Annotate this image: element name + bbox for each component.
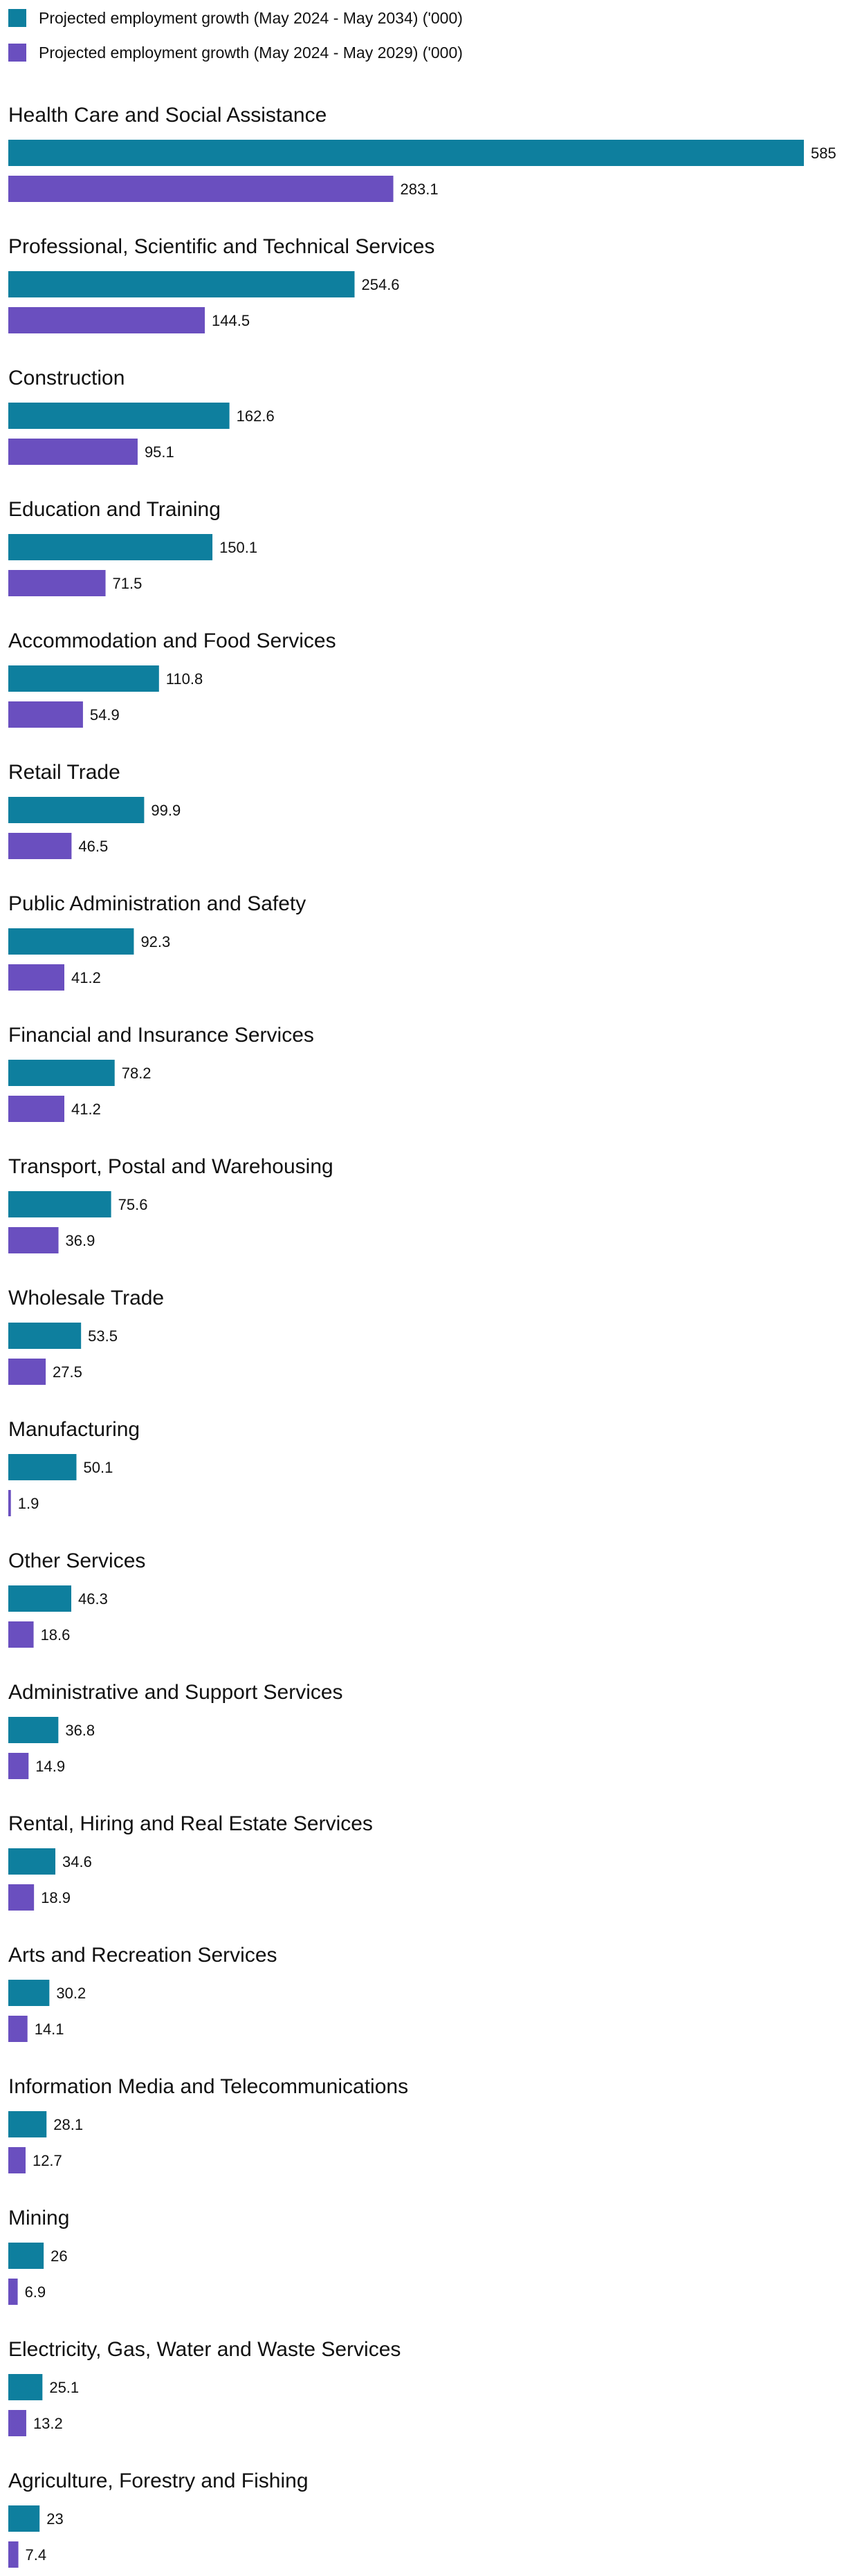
- bar-2034: [8, 1717, 58, 1743]
- category-label: Administrative and Support Services: [8, 1681, 343, 1704]
- category-label: Education and Training: [8, 498, 221, 521]
- value-label-2034: 78.2: [121, 1065, 152, 1082]
- bar-2034: [8, 665, 159, 692]
- value-label-2034: 150.1: [219, 539, 258, 556]
- value-label-2034: 585: [811, 145, 836, 162]
- value-label-2034: 50.1: [83, 1459, 113, 1476]
- category-label: Mining: [8, 2207, 70, 2229]
- value-label-2029: 41.2: [71, 969, 101, 986]
- value-label-2029: 1.9: [17, 1495, 39, 1512]
- bar-2034: [8, 403, 230, 429]
- value-label-2029: 12.7: [32, 2152, 62, 2169]
- value-label-2029: 7.4: [25, 2546, 47, 2564]
- bar-2034: [8, 1060, 115, 1086]
- value-label-2034: 110.8: [165, 670, 203, 688]
- value-label-2029: 41.2: [71, 1101, 101, 1118]
- bar-2029: [8, 439, 138, 465]
- bar-2034: [8, 1848, 55, 1875]
- bar-2029: [8, 964, 64, 991]
- bar-2029: [8, 2016, 28, 2042]
- category-label: Public Administration and Safety: [8, 892, 306, 915]
- bar-2034: [8, 1980, 49, 2006]
- value-label-2034: 30.2: [56, 1985, 86, 2002]
- category-label: Agriculture, Forestry and Fishing: [8, 2469, 309, 2492]
- bar-2029: [8, 1490, 11, 1516]
- value-label-2034: 53.5: [88, 1327, 118, 1345]
- bar-2034: [8, 2111, 46, 2137]
- value-label-2034: 92.3: [140, 933, 171, 950]
- value-label-2034: 36.8: [65, 1722, 95, 1739]
- value-label-2034: 99.9: [151, 802, 181, 819]
- category-label: Transport, Postal and Warehousing: [8, 1155, 333, 1178]
- bar-2029: [8, 2541, 19, 2568]
- bar-2029: [8, 701, 83, 728]
- category-label: Manufacturing: [8, 1418, 140, 1441]
- category-label: Accommodation and Food Services: [8, 629, 336, 652]
- value-label-2029: 36.9: [65, 1232, 95, 1249]
- value-label-2029: 27.5: [53, 1363, 82, 1381]
- bar-2034: [8, 1454, 76, 1480]
- bar-2029: [8, 1227, 59, 1253]
- value-label-2034: 254.6: [361, 276, 400, 293]
- value-label-2029: 95.1: [144, 443, 174, 461]
- bar-2034: [8, 140, 804, 166]
- category-label: Rental, Hiring and Real Estate Services: [8, 1812, 373, 1835]
- value-label-2029: 283.1: [400, 181, 439, 198]
- category-label: Wholesale Trade: [8, 1287, 165, 1309]
- bar-2034: [8, 1585, 71, 1612]
- bar-2034: [8, 1191, 111, 1217]
- value-label-2034: 26: [51, 2247, 68, 2265]
- value-label-2029: 6.9: [24, 2283, 46, 2301]
- category-label: Construction: [8, 367, 125, 389]
- bar-2034: [8, 1323, 81, 1349]
- value-label-2034: 75.6: [118, 1196, 148, 1213]
- legend-item-2029: [8, 40, 463, 65]
- category-label: Information Media and Telecommunications: [8, 2075, 409, 2098]
- bar-2029: [8, 2410, 26, 2436]
- category-label: Electricity, Gas, Water and Waste Services: [8, 2338, 401, 2361]
- category-label: Financial and Insurance Services: [8, 1024, 314, 1047]
- legend-swatch-2034: [8, 9, 26, 27]
- bar-2034: [8, 2505, 39, 2532]
- bar-2034: [8, 2243, 44, 2269]
- value-label-2034: 23: [46, 2510, 64, 2528]
- value-label-2029: 71.5: [112, 575, 143, 592]
- bar-2034: [8, 797, 144, 823]
- bar-2029: [8, 570, 106, 596]
- bar-2034: [8, 271, 354, 297]
- bar-2029: [8, 833, 71, 859]
- value-label-2034: 25.1: [49, 2379, 80, 2396]
- bar-2029: [8, 2147, 26, 2173]
- value-label-2029: 46.5: [78, 838, 109, 855]
- bar-2029: [8, 176, 394, 202]
- legend-label-2029: Projected employment growth (May 2024 - May 2029) ('000): [39, 43, 463, 62]
- category-label: Arts and Recreation Services: [8, 1944, 277, 1967]
- bar-2034: [8, 534, 212, 560]
- bar-2029: [8, 1359, 46, 1385]
- bar-2029: [8, 1753, 28, 1779]
- category-label: Other Services: [8, 1549, 146, 1572]
- legend-label-2034: Projected employment growth (May 2024 - May 2034) ('000): [39, 8, 463, 27]
- bar-2029: [8, 1884, 34, 1911]
- value-label-2034: 162.6: [236, 407, 275, 425]
- legend-item-2034: [8, 6, 463, 30]
- legend: [8, 6, 463, 75]
- value-label-2029: 14.9: [35, 1758, 66, 1775]
- bar-2029: [8, 1096, 64, 1122]
- value-label-2029: 144.5: [212, 312, 250, 329]
- value-label-2029: 18.9: [41, 1889, 71, 1906]
- legend-swatch-2029: [8, 44, 26, 62]
- value-label-2029: 13.2: [33, 2415, 63, 2432]
- value-label-2034: 34.6: [62, 1853, 92, 1870]
- bar-2029: [8, 307, 205, 333]
- value-label-2034: 46.3: [78, 1590, 108, 1608]
- value-label-2034: 28.1: [53, 2116, 84, 2133]
- category-label: Health Care and Social Assistance: [8, 104, 327, 127]
- bar-2034: [8, 928, 134, 955]
- bar-2034: [8, 2374, 42, 2400]
- value-label-2029: 18.6: [40, 1626, 71, 1644]
- category-label: Professional, Scientific and Technical Services: [8, 235, 435, 258]
- category-label: Retail Trade: [8, 761, 120, 784]
- bar-2029: [8, 1621, 34, 1648]
- value-label-2029: 14.1: [34, 2021, 64, 2038]
- bar-2029: [8, 2279, 18, 2305]
- value-label-2029: 54.9: [89, 706, 120, 724]
